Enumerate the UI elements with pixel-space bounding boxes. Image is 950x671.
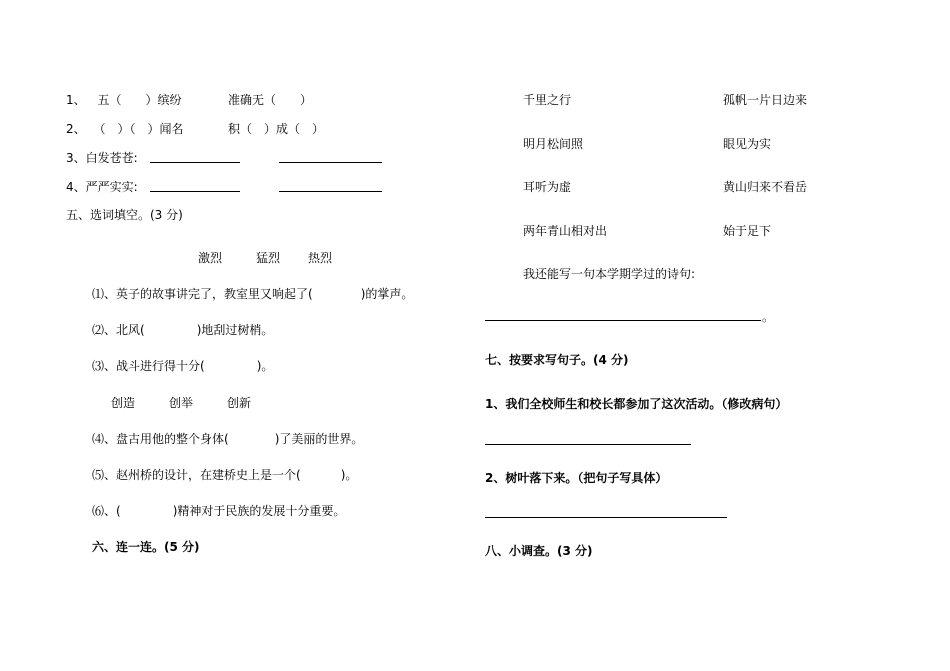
- poem-answer-line[interactable]: [485, 320, 761, 321]
- word-choice-b-1: 创造: [111, 396, 136, 410]
- q4-row: [66, 179, 138, 195]
- q3-row: [66, 150, 138, 166]
- word-choice-b-3: 创新: [227, 396, 252, 410]
- word-choice-b-2: 创举: [169, 396, 194, 410]
- sentence-6: ⑹、( )精神对于民族的发展十分重要。: [92, 504, 346, 518]
- q4-blank-1[interactable]: [150, 191, 240, 192]
- sentence-2: ⑵、北风( )地刮过树梢。: [92, 323, 274, 337]
- section7-title: 七、按要求写句子。(4 分): [485, 353, 629, 367]
- q2-row: [66, 121, 183, 137]
- rewrite-item-1: 1、我们全校师生和校长都参加了这次活动。（修改病句）: [485, 397, 788, 411]
- poem-end-mark: 。: [762, 310, 775, 324]
- q3-blank-2[interactable]: [279, 162, 382, 163]
- word-choice-a-3: 热烈: [308, 251, 333, 265]
- match-left-4[interactable]: 两年青山相对出: [523, 224, 608, 238]
- q4-blank-2[interactable]: [279, 191, 382, 192]
- match-right-1[interactable]: 孤帆一片日边来: [723, 93, 808, 107]
- sentence-4: ⑷、盘古用他的整个身体( )了美丽的世界。: [92, 432, 364, 446]
- match-left-3[interactable]: 耳听为虚: [523, 180, 572, 194]
- match-right-3[interactable]: 黄山归来不看岳: [723, 180, 808, 194]
- q4-label: 严严实实:: [85, 180, 138, 194]
- q3-blank-1[interactable]: [150, 162, 240, 163]
- q2-item-a: （ ）（ ）闻名: [93, 122, 184, 136]
- word-choice-a-1: 激烈: [198, 251, 223, 265]
- word-choice-a-2: 猛烈: [256, 251, 281, 265]
- sentence-1: ⑴、英子的故事讲完了，教室里又响起了( )的掌声。: [92, 287, 414, 301]
- q3-number: 3、: [66, 151, 86, 165]
- q4-number: 4、: [66, 180, 86, 194]
- q2-number: 2、: [66, 122, 86, 136]
- section6-title: 六、连一连。(5 分): [92, 540, 200, 554]
- q1-item-b: 准确无（ ）: [228, 93, 313, 107]
- q3-label: 白发苍苍:: [85, 151, 138, 165]
- sentence-5: ⑸、赵州桥的设计，在建桥史上是一个( )。: [92, 468, 358, 482]
- match-right-2[interactable]: 眼见为实: [723, 137, 772, 151]
- rewrite-answer-line-2[interactable]: [485, 517, 727, 518]
- section8-title: 八、小调查。(3 分): [485, 544, 593, 558]
- q1-number: 1、: [66, 93, 86, 107]
- section5-title: 五、选词填空。(3 分): [66, 208, 183, 222]
- q2-item-b: 积（ ）成（ ）: [228, 122, 325, 136]
- q1-row: [66, 92, 181, 108]
- sentence-3: ⑶、战斗进行得十分( )。: [92, 359, 274, 373]
- rewrite-answer-line-1[interactable]: [485, 444, 691, 445]
- match-right-4[interactable]: 始于足下: [723, 224, 772, 238]
- match-left-2[interactable]: 明月松间照: [523, 137, 584, 151]
- poem-prompt: 我还能写一句本学期学过的诗句:: [523, 267, 696, 281]
- match-left-1[interactable]: 千里之行: [523, 93, 572, 107]
- rewrite-item-2: 2、树叶落下来。（把句子写具体）: [485, 471, 668, 485]
- q1-item-a: 五（ ）缤纷: [97, 93, 182, 107]
